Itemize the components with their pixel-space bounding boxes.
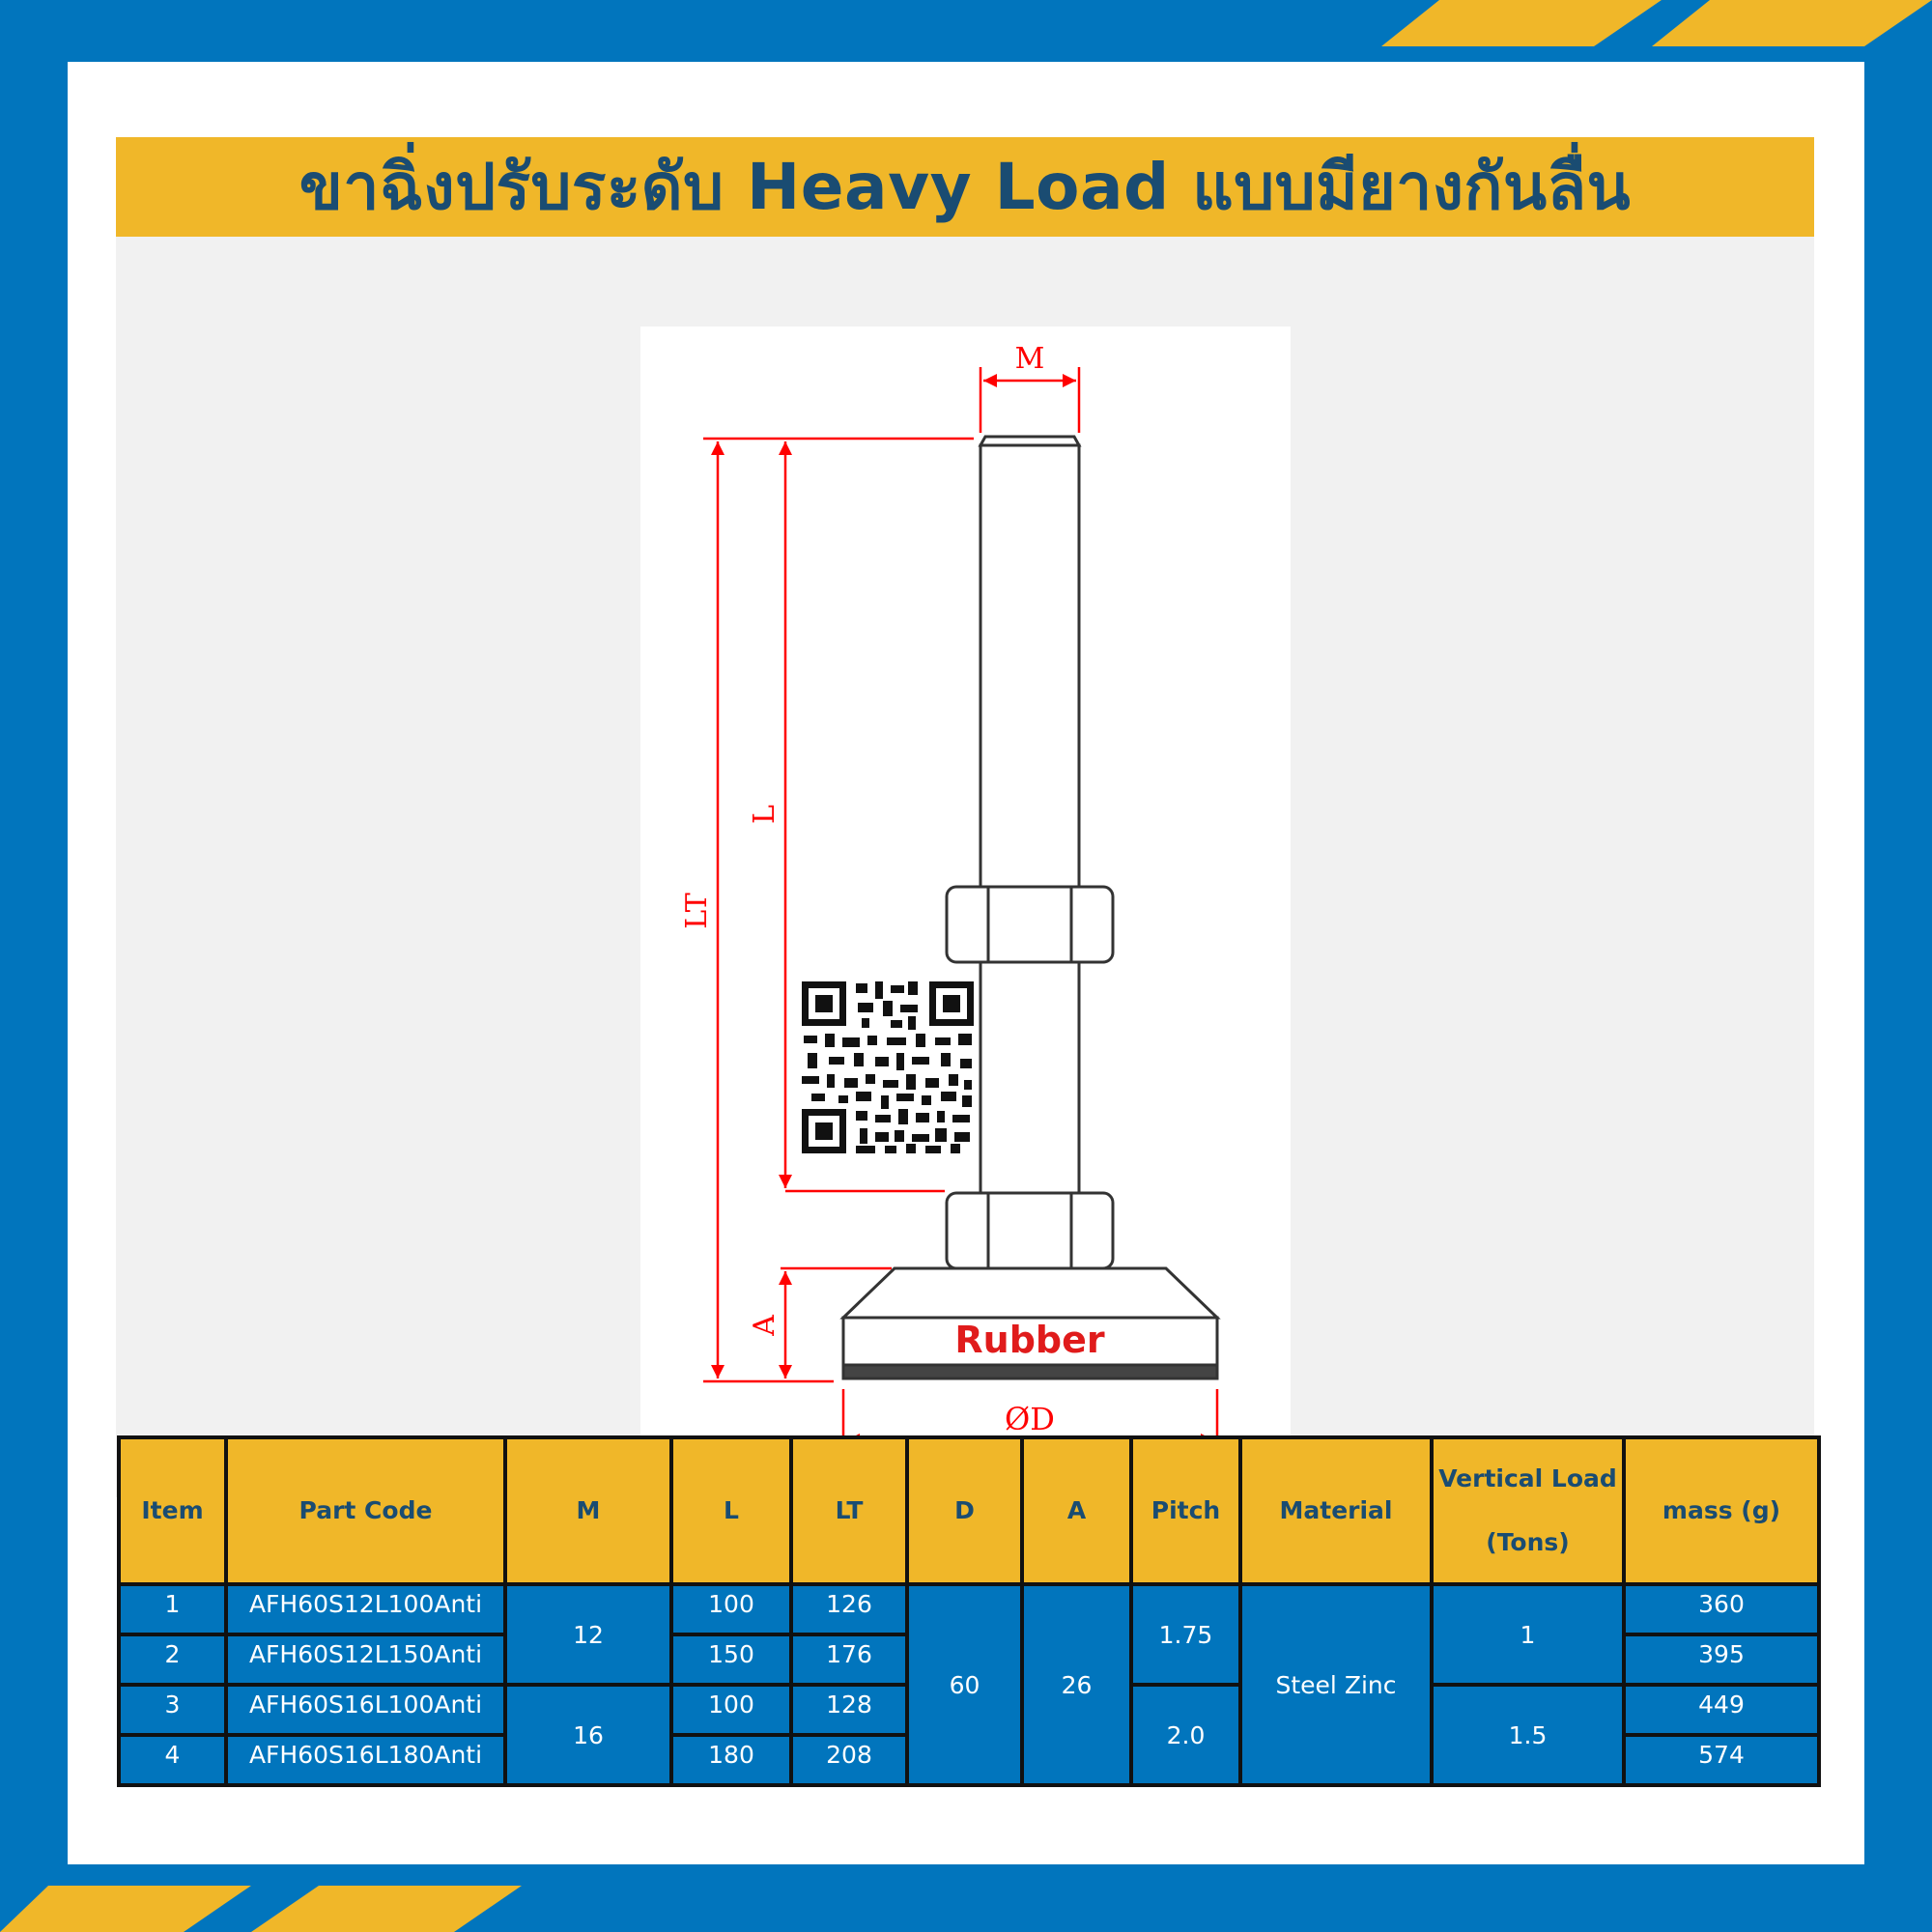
cell-m: 12 bbox=[505, 1584, 671, 1685]
top-right-stripes bbox=[1381, 0, 1932, 46]
cell-lt: 176 bbox=[791, 1634, 907, 1685]
qr-code-icon bbox=[800, 980, 976, 1155]
cell-lt: 126 bbox=[791, 1584, 907, 1634]
spec-table bbox=[117, 1435, 1821, 1787]
cell-part-code: AFH60S12L100Anti bbox=[226, 1584, 505, 1634]
bottom-left-stripes bbox=[0, 1886, 522, 1932]
cell-l: 100 bbox=[671, 1685, 791, 1735]
header-vertical-load bbox=[1432, 1437, 1624, 1584]
cell-l: 180 bbox=[671, 1735, 791, 1785]
header-d: D bbox=[907, 1437, 1022, 1584]
cell-part-code: AFH60S16L100Anti bbox=[226, 1685, 505, 1735]
dimension-m bbox=[980, 367, 1079, 433]
table-row bbox=[119, 1584, 1819, 1634]
dimension-lt-label: LT bbox=[680, 893, 714, 929]
cell-item: 2 bbox=[119, 1634, 226, 1685]
cell-item: 3 bbox=[119, 1685, 226, 1735]
header-vertical-load-line2: (Tons) bbox=[1486, 1528, 1570, 1556]
cell-item: 4 bbox=[119, 1735, 226, 1785]
cell-mass: 360 bbox=[1624, 1584, 1819, 1634]
header-material: Material bbox=[1240, 1437, 1432, 1584]
cell-mass: 574 bbox=[1624, 1735, 1819, 1785]
header-item: Item bbox=[119, 1437, 226, 1584]
cell-d: 60 bbox=[907, 1584, 1022, 1785]
header-a: A bbox=[1022, 1437, 1131, 1584]
header-m: M bbox=[505, 1437, 671, 1584]
cell-part-code: AFH60S16L180Anti bbox=[226, 1735, 505, 1785]
table-header-row bbox=[119, 1437, 1819, 1584]
cell-a: 26 bbox=[1022, 1584, 1131, 1785]
rubber-label: Rubber bbox=[954, 1319, 1105, 1361]
cell-pitch: 1.75 bbox=[1131, 1584, 1240, 1685]
cell-material: Steel Zinc bbox=[1240, 1584, 1432, 1785]
cell-l: 150 bbox=[671, 1634, 791, 1685]
cell-pitch: 2.0 bbox=[1131, 1685, 1240, 1785]
cell-item: 1 bbox=[119, 1584, 226, 1634]
dimension-l-label: L bbox=[748, 805, 781, 824]
header-vertical-load-line1: Vertical Load bbox=[1438, 1464, 1617, 1492]
dimension-lt bbox=[703, 439, 974, 1381]
cell-vertical-load: 1.5 bbox=[1432, 1685, 1624, 1785]
cell-part-code: AFH60S12L150Anti bbox=[226, 1634, 505, 1685]
cell-vertical-load: 1 bbox=[1432, 1584, 1624, 1685]
dimension-m-label: M bbox=[1014, 342, 1045, 376]
cell-mass: 395 bbox=[1624, 1634, 1819, 1685]
cell-l: 100 bbox=[671, 1584, 791, 1634]
page-title: ขาฉิ่งปรับระดับ Heavy Load แบบมียางกันลื่น bbox=[298, 150, 1632, 224]
dimension-d-label: ØD bbox=[1005, 1401, 1055, 1437]
header-part-code: Part Code bbox=[226, 1437, 505, 1584]
header-pitch: Pitch bbox=[1131, 1437, 1240, 1584]
leveling-foot-outline bbox=[843, 437, 1217, 1378]
dimension-a-label: A bbox=[748, 1315, 781, 1336]
cell-lt: 128 bbox=[791, 1685, 907, 1735]
diagram-area bbox=[116, 237, 1814, 1497]
cell-lt: 208 bbox=[791, 1735, 907, 1785]
title-bar bbox=[116, 137, 1814, 237]
technical-drawing bbox=[640, 327, 1291, 1471]
cell-m: 16 bbox=[505, 1685, 671, 1785]
header-l: L bbox=[671, 1437, 791, 1584]
header-lt: LT bbox=[791, 1437, 907, 1584]
header-mass: mass (g) bbox=[1624, 1437, 1819, 1584]
cell-mass: 449 bbox=[1624, 1685, 1819, 1735]
